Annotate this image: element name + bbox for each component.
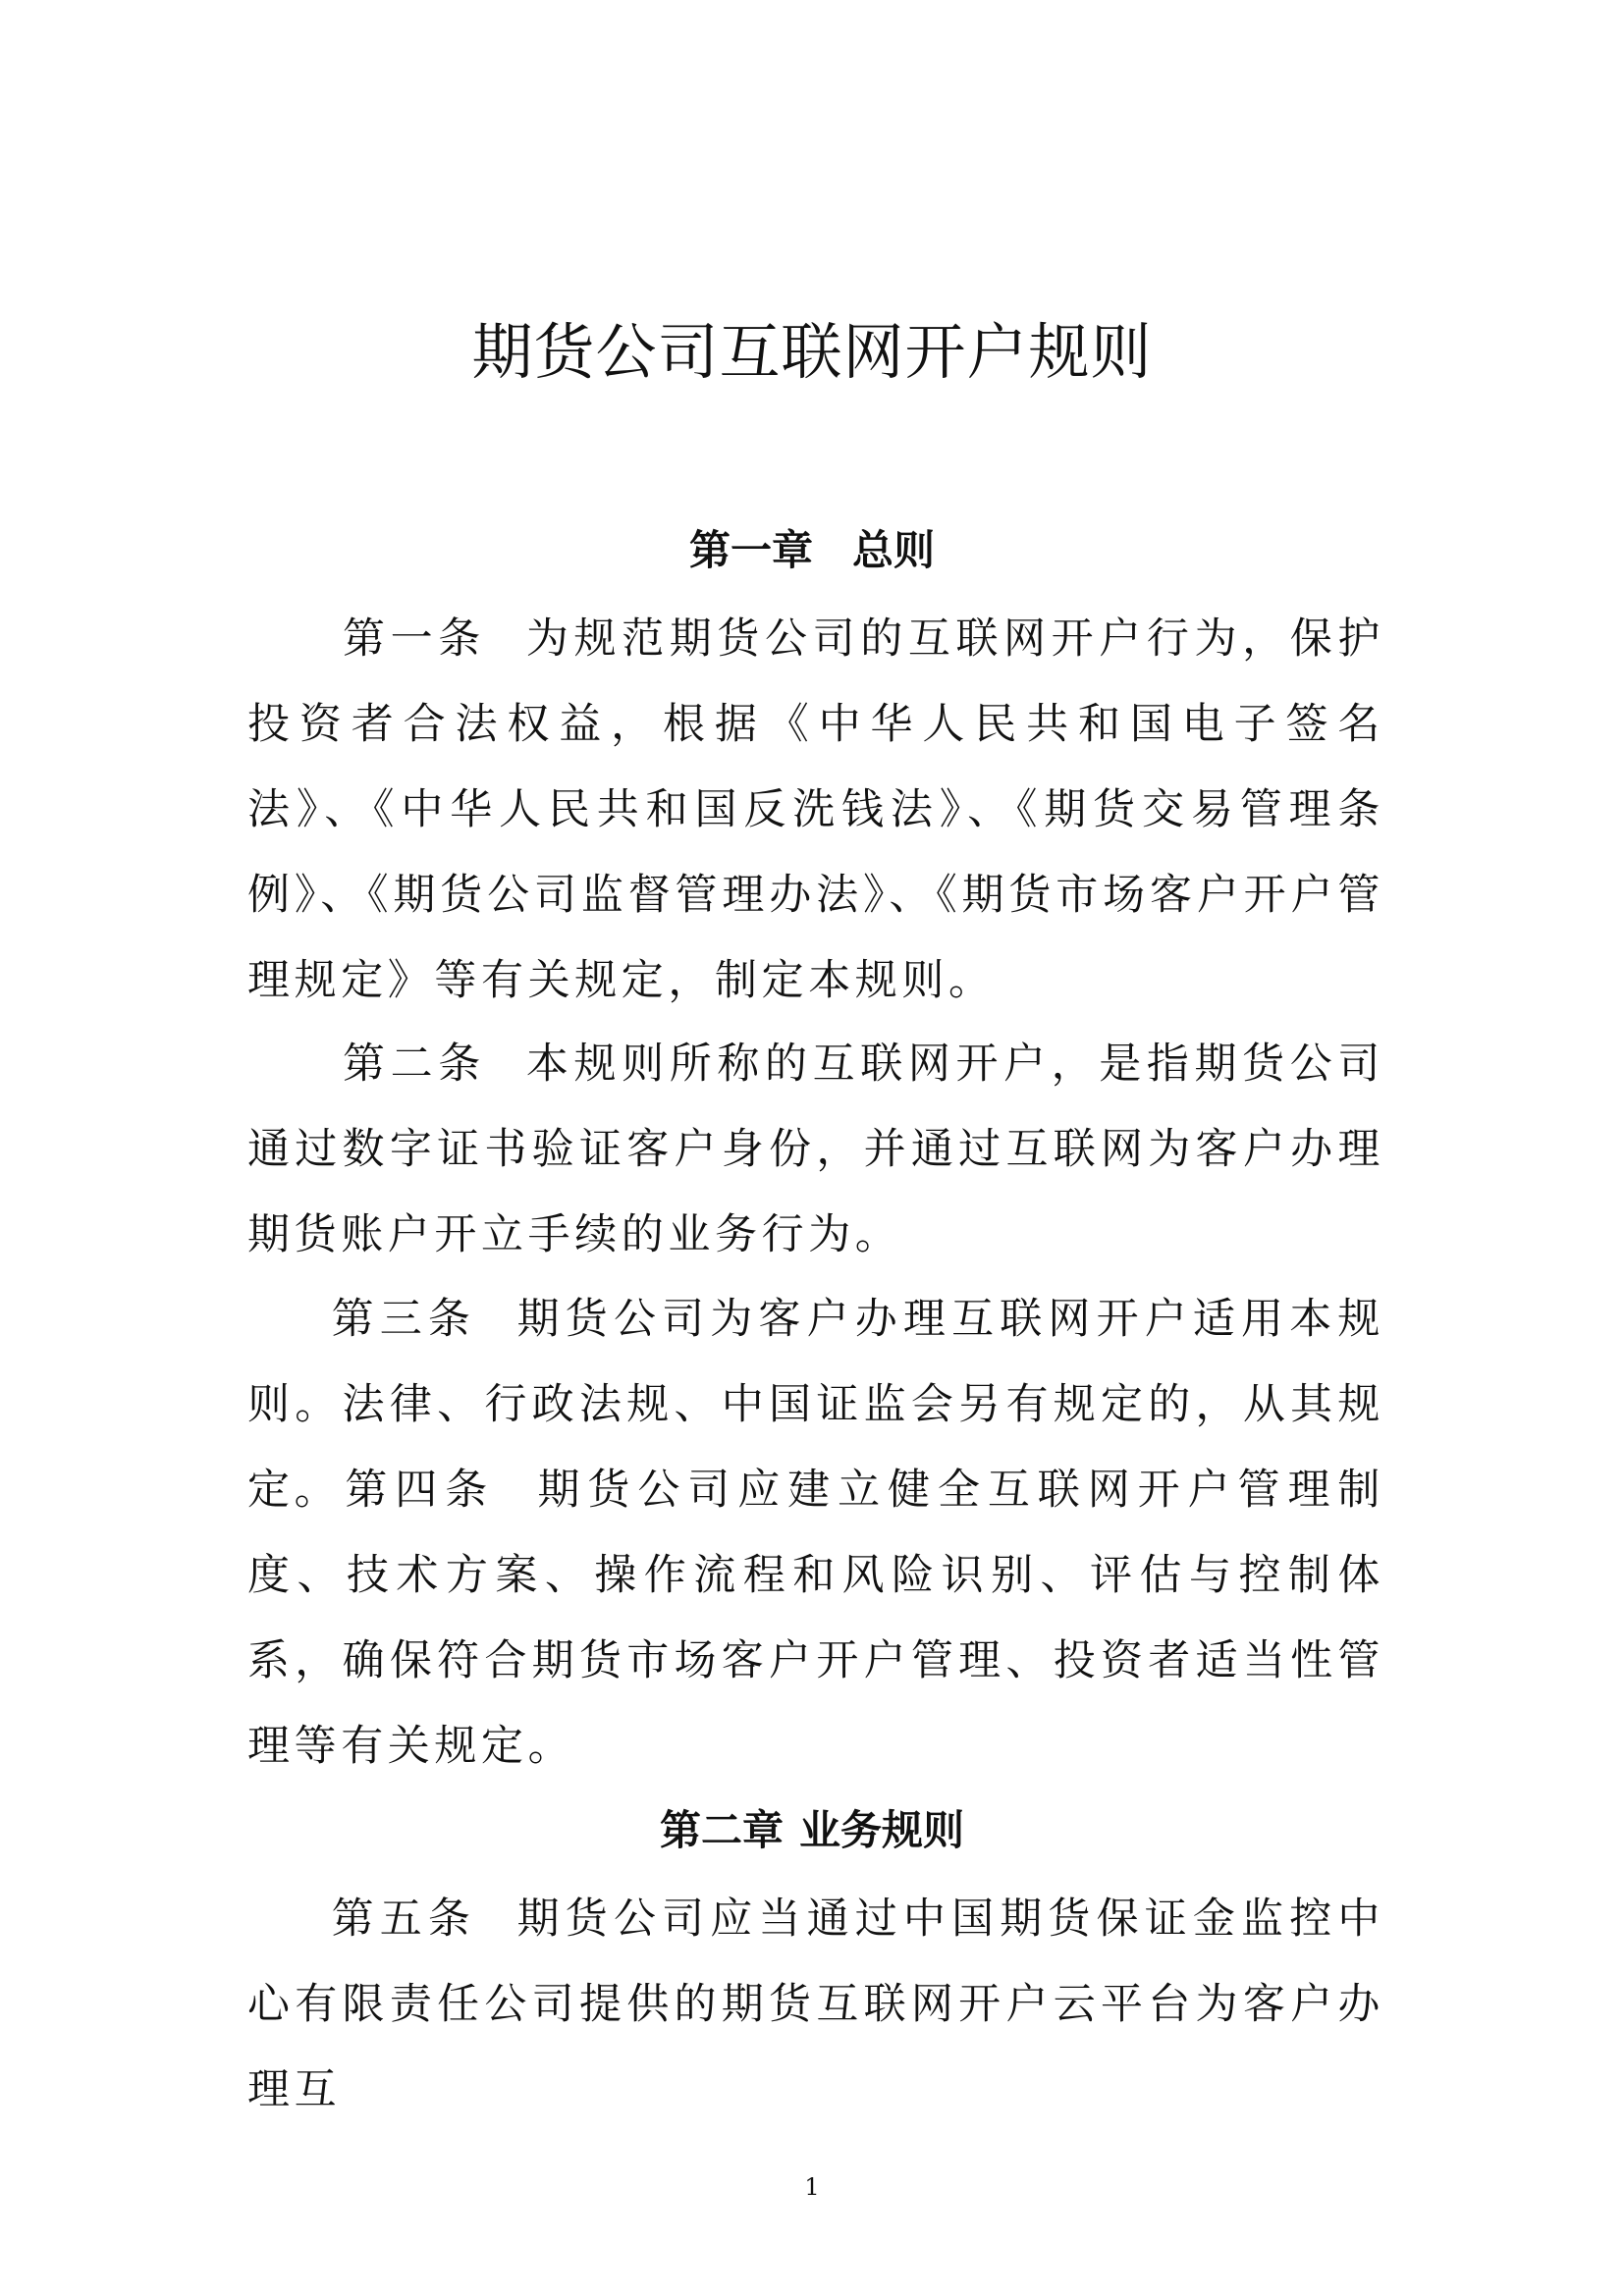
article-2 <box>247 1022 1384 1278</box>
article-5 <box>247 1877 1384 2133</box>
document-title: 期货公司互联网开户规则 <box>471 316 1153 388</box>
chapter-title: 总则 <box>852 526 936 574</box>
chapter-label: 第一章 <box>688 526 813 574</box>
article-label: 第二条 <box>342 1040 486 1089</box>
article-text: 期货公司应建立健全互联网开户管理制度、技术方案、操作流程和风险识别、评估与控制体系，确保符合期货市场客户开户管理、投资者适当性管理等有关规定。 <box>247 1466 1384 1771</box>
article-label: 第五条 <box>330 1895 477 1944</box>
chapter-heading-1 <box>0 526 1624 575</box>
page-number: 1 <box>804 2173 820 2201</box>
article-label: 第一条 <box>342 614 486 664</box>
chapter-heading-2 <box>0 1806 1624 1855</box>
article-4 <box>247 1448 1384 1789</box>
article-label: 第三条 <box>330 1295 477 1344</box>
article-text: 本规则所称的互联网开户，是指期货公司通过数字证书验证客户身份，并通过互联网为客户办理期货账户开立手续的业务行为。 <box>247 1040 1384 1259</box>
article-text: 期货公司应当通过中国期货保证金监控中心有限责任公司提供的期货互联网开户云平台为客户办理互 <box>247 1895 1384 2114</box>
chapter-title: 业务规则 <box>799 1806 965 1854</box>
article-text: 为规范期货公司的互联网开户行为，保护投资者合法权益，根据《中华人民共和国电子签名法》、《中华人民共和国反洗钱法》、《期货交易管理条例》、《期货公司监督管理办法》、《期货市场客户开户管理规定》等有关规定，制定本规则。 <box>247 614 1384 1005</box>
chapter-label: 第二章 <box>659 1806 784 1854</box>
article-label: 第四条 <box>342 1466 496 1515</box>
article-text: 期货公司为客户办理互联网开户适用本规则。法律、行政法规、中国证监会另有规定的，从其规定。 <box>247 1295 1384 1515</box>
article-1 <box>247 597 1384 1024</box>
